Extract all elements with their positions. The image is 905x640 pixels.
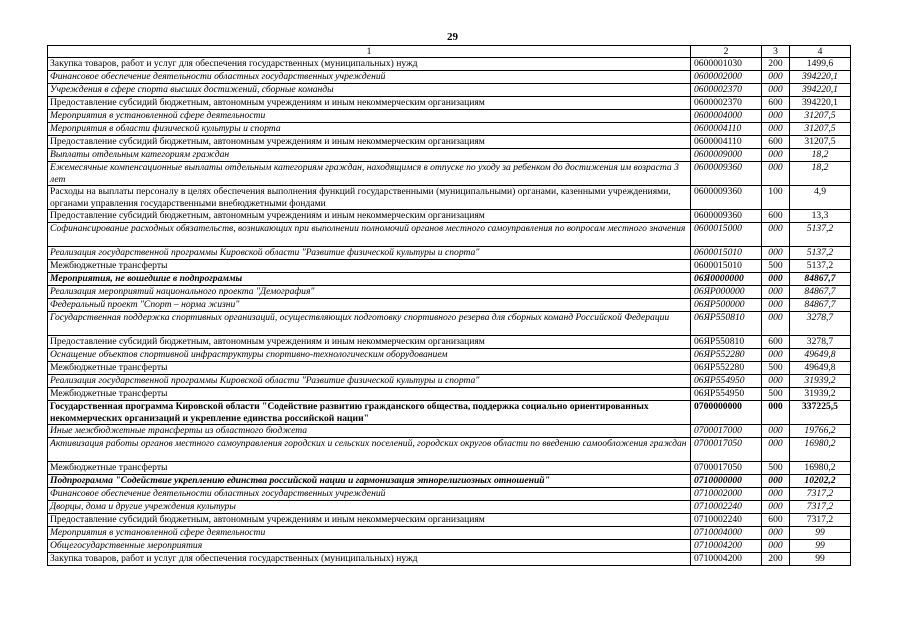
table-row (48, 71, 851, 84)
table-row (48, 401, 851, 425)
row-name-cell: Активизация работы органов местного самоуправления городских и сельских поселений, городских округов области по введению самообложения граждан (48, 438, 691, 462)
row-code-cell: 0600015010 (691, 260, 762, 273)
row-type-cell: 000 (762, 488, 790, 501)
row-name-cell: Финансовое обеспечение деятельности областных государственных учреждений (48, 488, 691, 501)
row-type-cell: 000 (762, 84, 790, 97)
row-name-cell: Предоставление субсидий бюджетным, автономным учреждениям и иным некоммерческим организациям (48, 210, 691, 223)
row-code-cell: 06ЯP554950 (691, 375, 762, 388)
row-name-cell: Общегосударственные мероприятия (48, 540, 691, 553)
row-type-cell: 000 (762, 273, 790, 286)
row-type-cell: 000 (762, 501, 790, 514)
row-sum-cell: 4,9 (790, 186, 851, 210)
table-row (48, 527, 851, 540)
row-name-cell: Государственная программа Кировской области "Содействие развитию гражданского общества, поддержка социально ориентированных некоммерческих организаций и укрепление единства российской нации" (48, 401, 691, 425)
row-code-cell: 0600009360 (691, 162, 762, 186)
row-name-cell: Дворцы, дома и другие учреждения культуры (48, 501, 691, 514)
row-code-cell: 0700017000 (691, 425, 762, 438)
row-name-cell: Мероприятия в области физической культуры и спорта (48, 123, 691, 136)
row-sum-cell: 84867,7 (790, 299, 851, 312)
table-row (48, 286, 851, 299)
row-name-cell: Предоставление субсидий бюджетным, автономным учреждениям и иным некоммерческим организациям (48, 97, 691, 110)
row-type-cell: 000 (762, 223, 790, 247)
row-type-cell: 000 (762, 247, 790, 260)
row-code-cell: 0600009360 (691, 210, 762, 223)
table-body (48, 58, 851, 566)
row-sum-cell: 18,2 (790, 149, 851, 162)
row-type-cell: 000 (762, 425, 790, 438)
table-row (48, 388, 851, 401)
row-code-cell: 0700017050 (691, 462, 762, 475)
row-type-cell: 500 (762, 462, 790, 475)
row-code-cell: 0710004000 (691, 527, 762, 540)
row-type-cell: 000 (762, 475, 790, 488)
row-type-cell: 000 (762, 527, 790, 540)
row-name-cell: Межбюджетные трансферты (48, 462, 691, 475)
row-sum-cell: 7317,2 (790, 488, 851, 501)
row-type-cell: 600 (762, 514, 790, 527)
row-sum-cell: 394220,1 (790, 97, 851, 110)
row-sum-cell: 13,3 (790, 210, 851, 223)
row-sum-cell: 99 (790, 540, 851, 553)
row-name-cell: Финансовое обеспечение деятельности областных государственных учреждений (48, 71, 691, 84)
row-type-cell: 600 (762, 336, 790, 349)
table-row (48, 475, 851, 488)
row-type-cell: 000 (762, 299, 790, 312)
row-sum-cell: 3278,7 (790, 312, 851, 336)
table-row (48, 438, 851, 462)
row-code-cell: 0710002240 (691, 501, 762, 514)
header-col-1: 1 (48, 46, 691, 58)
row-sum-cell: 31207,5 (790, 123, 851, 136)
table-row (48, 84, 851, 97)
row-type-cell: 000 (762, 312, 790, 336)
row-name-cell: Подпрограмма "Содействие укреплению единства российской нации и гармонизация этнорелигиозных отношений" (48, 475, 691, 488)
row-code-cell: 0710002000 (691, 488, 762, 501)
row-code-cell: 06Я0000000 (691, 273, 762, 286)
row-name-cell: Межбюджетные трансферты (48, 260, 691, 273)
row-code-cell: 0600009360 (691, 186, 762, 210)
row-sum-cell: 31207,5 (790, 110, 851, 123)
table-row (48, 273, 851, 286)
table-row (48, 375, 851, 388)
row-type-cell: 000 (762, 349, 790, 362)
row-name-cell: Оснащение объектов спортивной инфраструктуры спортивно-технологическим оборудованием (48, 349, 691, 362)
row-code-cell: 0600001030 (691, 58, 762, 71)
row-code-cell: 0710004200 (691, 553, 762, 566)
row-type-cell: 600 (762, 210, 790, 223)
row-sum-cell: 3278,7 (790, 336, 851, 349)
row-name-cell: Федеральный проект "Спорт – норма жизни" (48, 299, 691, 312)
table-row (48, 97, 851, 110)
row-name-cell: Софинансирование расходных обязательств, возникающих при выполнении полномочий органов местного самоуправления по вопросам местного значения (48, 223, 691, 247)
row-sum-cell: 49649,8 (790, 349, 851, 362)
row-code-cell: 0600009000 (691, 149, 762, 162)
row-name-cell: Мероприятия в установленной сфере деятельности (48, 527, 691, 540)
row-code-cell: 0600002370 (691, 97, 762, 110)
row-name-cell: Межбюджетные трансферты (48, 362, 691, 375)
row-type-cell: 000 (762, 438, 790, 462)
table-row (48, 488, 851, 501)
row-type-cell: 500 (762, 362, 790, 375)
table-row (48, 149, 851, 162)
table-row (48, 312, 851, 336)
row-code-cell: 0600004110 (691, 136, 762, 149)
table-row (48, 260, 851, 273)
row-sum-cell: 5137,2 (790, 223, 851, 247)
row-name-cell: Закупка товаров, работ и услуг для обеспечения государственных (муниципальных) нужд (48, 58, 691, 71)
row-code-cell: 0600002000 (691, 71, 762, 84)
table-row (48, 110, 851, 123)
row-name-cell: Реализация государственной программы Кировской области "Развитие физической культуры и спорта" (48, 375, 691, 388)
row-code-cell: 06ЯP554950 (691, 388, 762, 401)
table-row (48, 349, 851, 362)
table-row (48, 123, 851, 136)
row-sum-cell: 99 (790, 527, 851, 540)
row-sum-cell: 394220,1 (790, 71, 851, 84)
row-sum-cell: 19766,2 (790, 425, 851, 438)
row-code-cell: 0710000000 (691, 475, 762, 488)
row-type-cell: 600 (762, 136, 790, 149)
row-name-cell: Учреждения в сфере спорта высших достижений, сборные команды (48, 84, 691, 97)
row-name-cell: Межбюджетные трансферты (48, 388, 691, 401)
table-row (48, 362, 851, 375)
row-sum-cell: 5137,2 (790, 247, 851, 260)
row-code-cell: 0600004000 (691, 110, 762, 123)
row-code-cell: 0600015010 (691, 247, 762, 260)
row-sum-cell: 16980,2 (790, 438, 851, 462)
row-name-cell: Реализация мероприятий национального проекта "Демография" (48, 286, 691, 299)
row-type-cell: 000 (762, 110, 790, 123)
row-code-cell: 0710002240 (691, 514, 762, 527)
row-sum-cell: 1499,6 (790, 58, 851, 71)
table-row (48, 162, 851, 186)
row-code-cell: 06ЯP552280 (691, 362, 762, 375)
row-sum-cell: 31207,5 (790, 136, 851, 149)
row-code-cell: 0600002370 (691, 84, 762, 97)
row-code-cell: 0700017050 (691, 438, 762, 462)
row-sum-cell: 7317,2 (790, 514, 851, 527)
row-name-cell: Предоставление субсидий бюджетным, автономным учреждениям и иным некоммерческим организациям (48, 136, 691, 149)
row-name-cell: Мероприятия, не вошедшие в подпрограммы (48, 273, 691, 286)
table-row (48, 336, 851, 349)
table-row (48, 186, 851, 210)
row-sum-cell: 18,2 (790, 162, 851, 186)
table-row (48, 425, 851, 438)
row-code-cell: 0600004110 (691, 123, 762, 136)
table-header-row (48, 46, 851, 58)
row-type-cell: 200 (762, 58, 790, 71)
row-name-cell: Мероприятия в установленной сфере деятельности (48, 110, 691, 123)
row-name-cell: Предоставление субсидий бюджетным, автономным учреждениям и иным некоммерческим организациям (48, 514, 691, 527)
row-sum-cell: 84867,7 (790, 286, 851, 299)
header-col-2: 2 (691, 46, 762, 58)
row-sum-cell: 7317,2 (790, 501, 851, 514)
row-type-cell: 000 (762, 162, 790, 186)
row-sum-cell: 10202,2 (790, 475, 851, 488)
row-sum-cell: 49649,8 (790, 362, 851, 375)
budget-table (47, 45, 851, 566)
row-name-cell: Ежемесячные компенсационные выплаты отдельным категориям граждан, находящимся в отпуске по уходу за ребенком до достижения им возраста 3 лет (48, 162, 691, 186)
row-name-cell: Предоставление субсидий бюджетным, автономным учреждениям и иным некоммерческим организациям (48, 336, 691, 349)
row-code-cell: 06ЯP550810 (691, 312, 762, 336)
row-code-cell: 06ЯP550810 (691, 336, 762, 349)
row-type-cell: 000 (762, 149, 790, 162)
row-name-cell: Закупка товаров, работ и услуг для обеспечения государственных (муниципальных) нужд (48, 553, 691, 566)
table-row (48, 136, 851, 149)
row-sum-cell: 99 (790, 553, 851, 566)
row-sum-cell: 84867,7 (790, 273, 851, 286)
row-type-cell: 200 (762, 553, 790, 566)
row-type-cell: 000 (762, 540, 790, 553)
row-sum-cell: 394220,1 (790, 84, 851, 97)
table-row (48, 501, 851, 514)
row-sum-cell: 16980,2 (790, 462, 851, 475)
row-type-cell: 000 (762, 286, 790, 299)
row-type-cell: 000 (762, 401, 790, 425)
page-number: 29 (447, 31, 458, 43)
row-type-cell: 000 (762, 375, 790, 388)
row-name-cell: Иные межбюджетные трансферты из областного бюджета (48, 425, 691, 438)
header-col-4: 4 (790, 46, 851, 58)
table-row (48, 540, 851, 553)
row-sum-cell: 5137,2 (790, 260, 851, 273)
row-code-cell: 06ЯP500000 (691, 299, 762, 312)
table-row (48, 514, 851, 527)
header-col-3: 3 (762, 46, 790, 58)
row-type-cell: 100 (762, 186, 790, 210)
table-row (48, 299, 851, 312)
row-name-cell: Выплаты отдельным категориям граждан (48, 149, 691, 162)
row-sum-cell: 31939,2 (790, 388, 851, 401)
row-type-cell: 000 (762, 71, 790, 84)
table-row (48, 247, 851, 260)
row-type-cell: 500 (762, 388, 790, 401)
row-sum-cell: 31939,2 (790, 375, 851, 388)
row-name-cell: Государственная поддержка спортивных организаций, осуществляющих подготовку спортивного резерва для сборных команд Российской Федерации (48, 312, 691, 336)
table-row (48, 553, 851, 566)
row-name-cell: Расходы на выплаты персоналу в целях обеспечения выполнения функций государственными (муниципальными) органами, казенными учреждениями, органами управления государственными внебюджетными фондами (48, 186, 691, 210)
table-row (48, 58, 851, 71)
row-code-cell: 0600015000 (691, 223, 762, 247)
row-code-cell: 0700000000 (691, 401, 762, 425)
row-type-cell: 600 (762, 97, 790, 110)
row-code-cell: 06ЯP000000 (691, 286, 762, 299)
table-row (48, 223, 851, 247)
row-name-cell: Реализация государственной программы Кировской области "Развитие физической культуры и спорта" (48, 247, 691, 260)
table-row (48, 210, 851, 223)
row-type-cell: 500 (762, 260, 790, 273)
row-code-cell: 0710004200 (691, 540, 762, 553)
row-sum-cell: 337225,5 (790, 401, 851, 425)
row-code-cell: 06ЯP552280 (691, 349, 762, 362)
table-row (48, 462, 851, 475)
row-type-cell: 000 (762, 123, 790, 136)
